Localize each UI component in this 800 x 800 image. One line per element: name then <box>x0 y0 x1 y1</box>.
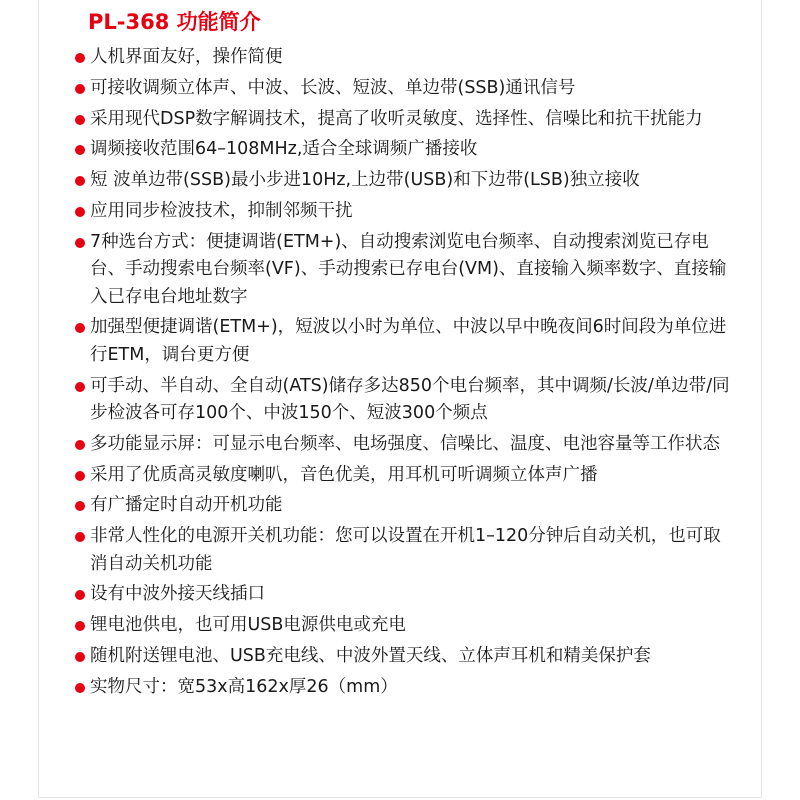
bullet-dot-icon <box>75 115 85 125</box>
feature-item <box>75 612 735 639</box>
feature-item <box>75 198 735 225</box>
bullet-dot-icon <box>75 652 85 662</box>
feature-text: 锂电池供电，也可用USB电源供电或充电 <box>90 615 406 636</box>
feature-item <box>75 106 735 133</box>
feature-text: 多功能显示屏：可显示电台频率、电场强度、信噪比、温度、电池容量等工作状态 <box>90 433 720 454</box>
feature-text: 设有中波外接天线插口 <box>90 584 265 605</box>
feature-item <box>75 581 735 608</box>
feature-item <box>75 462 735 489</box>
feature-text: 采用现代DSP数字解调技术，提高了收听灵敏度、选择性、信噪比和抗干扰能力 <box>90 108 703 129</box>
bullet-dot-icon <box>75 323 85 333</box>
feature-text: 非常人性化的电源开关机功能：您可以设置在开机1–120分钟后自动关机，也可取消自动关机功能 <box>90 526 721 574</box>
feature-text: 7种选台方式：便捷调谐(ETM+)、自动搜索浏览电台频率、自动搜索浏览已存电台、手动搜索电台频率(VF)、手动搜索已存电台(VM)、直接输入频率数字、直接输入已存电台地址数字 <box>90 231 727 307</box>
bullet-dot-icon <box>75 207 85 217</box>
bullet-dot-icon <box>75 53 85 63</box>
feature-text: 采用了优质高灵敏度喇叭，音色优美，用耳机可听调频立体声广播 <box>90 464 598 485</box>
feature-item <box>75 136 735 163</box>
feature-text: 调频接收范围64–108MHz,适合全球调频广播接收 <box>90 139 478 160</box>
feature-item <box>75 492 735 519</box>
feature-text: 可接收调频立体声、中波、长波、短波、单边带(SSB)通讯信号 <box>90 77 576 98</box>
feature-text: 可手动、半自动、全自动(ATS)储存多达850个电台频率，其中调频/长波/单边带/同步检波各可存100个、中波150个、短波300个频点 <box>90 375 730 423</box>
feature-text: 实物尺寸：宽53x高162x厚26（mm） <box>90 676 398 697</box>
bullet-dot-icon <box>75 501 85 511</box>
feature-item <box>75 523 735 578</box>
feature-item <box>75 643 735 670</box>
bullet-dot-icon <box>75 532 85 542</box>
feature-text: 随机附送锂电池、USB充电线、中波外置天线、立体声耳机和精美保护套 <box>90 645 651 666</box>
feature-item <box>75 229 735 311</box>
feature-item <box>75 674 735 701</box>
page-title: PL-368 功能简介 <box>88 10 261 34</box>
feature-item <box>75 373 735 428</box>
bullet-dot-icon <box>75 590 85 600</box>
bullet-dot-icon <box>75 176 85 186</box>
feature-item <box>75 75 735 102</box>
bullet-dot-icon <box>75 145 85 155</box>
bullet-dot-icon <box>75 238 85 248</box>
bullet-dot-icon <box>75 621 85 631</box>
bullet-dot-icon <box>75 440 85 450</box>
feature-list <box>75 44 735 705</box>
feature-item <box>75 167 735 194</box>
feature-text: 加强型便捷调谐(ETM+)，短波以小时为单位、中波以早中晚夜间6时间段为单位进行ETM，调台更方便 <box>90 317 727 365</box>
feature-text: 短 波单边带(SSB)最小步进10Hz,上边带(USB)和下边带(LSB)独立接收 <box>90 170 640 191</box>
bullet-dot-icon <box>75 382 85 392</box>
feature-text: 应用同步检波技术，抑制邻频干扰 <box>90 200 353 221</box>
bullet-dot-icon <box>75 471 85 481</box>
feature-text: 有广播定时自动开机功能 <box>90 495 283 516</box>
feature-text: 人机界面友好，操作简便 <box>90 47 283 67</box>
feature-item <box>75 314 735 369</box>
bullet-dot-icon <box>75 683 85 693</box>
feature-item <box>75 431 735 458</box>
bullet-dot-icon <box>75 84 85 94</box>
feature-item <box>75 44 735 71</box>
